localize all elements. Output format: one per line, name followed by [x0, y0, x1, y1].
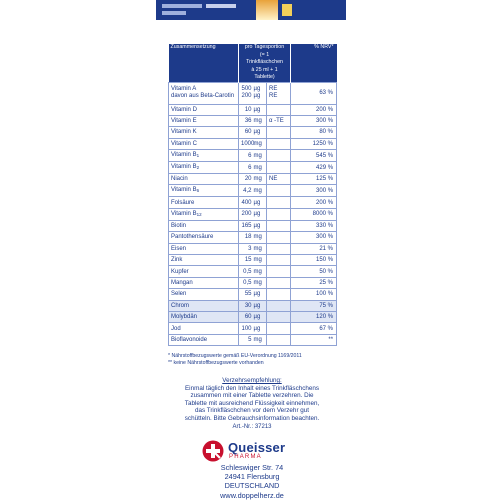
table-row [169, 323, 337, 334]
nrv-value: 21 % [319, 245, 334, 252]
nutrient-unit [253, 232, 267, 243]
nrv-value: 300 % [316, 234, 334, 241]
nrv-value: 80 % [319, 129, 334, 136]
table-row [169, 255, 337, 266]
nutrient-subscript: 12 [196, 211, 202, 217]
header-portion [239, 44, 291, 82]
nutrient-unit [253, 300, 267, 311]
nutrient-amount [239, 150, 253, 162]
nutrient-amount [239, 300, 253, 311]
nutrient-label: Biotin [171, 223, 187, 230]
nutrient-equivalent [267, 334, 291, 345]
nutrient-nrv [291, 197, 337, 208]
article-number: Art.-Nr.: 37213 [232, 424, 272, 430]
nrv-value: 125 % [316, 176, 334, 183]
table-row [169, 82, 337, 104]
amount-value: 5 [248, 336, 252, 343]
amount-value: 0,5 [243, 279, 252, 286]
address-city: 24941 Flensburg [224, 472, 280, 482]
nutrient-nrv [291, 82, 337, 104]
table-row [169, 289, 337, 300]
header-portion-line: (= 1 Trinkfläschchen [246, 51, 283, 65]
unit-value: µg [253, 325, 261, 332]
amount-value: 400 [241, 199, 252, 206]
nutrient-name [169, 82, 239, 104]
nrv-value: 330 % [316, 223, 334, 230]
nutrient-equivalent [267, 255, 291, 266]
usage-title: Verzehrsempfehlung: [222, 377, 282, 384]
unit-value: mg [253, 234, 262, 241]
nutrient-unit [253, 266, 267, 277]
nutrient-equivalent [267, 197, 291, 208]
amount-value: 60 [244, 314, 252, 321]
decorative-text-line [162, 4, 202, 8]
amount-value: 100 [241, 325, 252, 332]
nutrient-equivalent [267, 82, 291, 104]
amount-value: 4,2 [243, 187, 252, 194]
equivalent-value: RE [269, 85, 278, 92]
unit-value: mg [253, 245, 262, 252]
header-portion-line: pro Tagesportion [244, 44, 285, 50]
nutrient-nrv [291, 185, 337, 197]
nrv-value: 1250 % [312, 140, 334, 147]
amount-value: 1000 [241, 140, 255, 147]
unit-value: µg [253, 129, 261, 136]
unit-value: mg [253, 176, 262, 183]
nutrient-label: Chrom [171, 302, 190, 309]
nutrient-amount [239, 334, 253, 345]
nutrient-nrv [291, 127, 337, 138]
nutrient-equivalent [267, 138, 291, 149]
nutrient-name [169, 243, 239, 254]
unit-value: µg [253, 314, 261, 321]
nutrient-name [169, 150, 239, 162]
nutrient-nrv [291, 243, 337, 254]
nutrient-unit [253, 323, 267, 334]
decorative-text-line [162, 11, 186, 15]
usage-line: das Trinkfläschchen vor dem Verzehr gut [194, 407, 310, 415]
nutrient-nrv [291, 289, 337, 300]
table-row [169, 115, 337, 126]
nutrient-label: Vitamin D [171, 106, 197, 113]
usage-line: Einmal täglich den Inhalt eines Trinkfläschchens [184, 384, 320, 392]
nutrient-name [169, 127, 239, 138]
nrv-value: 545 % [316, 152, 334, 159]
nutrient-nrv [291, 208, 337, 220]
equivalent-value: α -TE [269, 118, 284, 125]
unit-value: mg [253, 152, 262, 159]
nutrient-name [169, 311, 239, 322]
table-header-row [169, 44, 337, 82]
unit-value: mg [253, 268, 262, 275]
nrv-value: 67 % [319, 325, 334, 332]
nutrient-equivalent [267, 162, 291, 174]
unit-value: µg [253, 291, 261, 298]
table-row [169, 150, 337, 162]
nutrition-table [168, 44, 337, 346]
website-link[interactable]: www.doppelherz.de [220, 490, 284, 500]
nutrient-amount [239, 197, 253, 208]
nutrient-nrv [291, 115, 337, 126]
nutrient-amount [239, 82, 253, 104]
nutrient-equivalent [267, 220, 291, 231]
nutrient-label: Vitamin E [171, 118, 197, 125]
nutrient-unit [253, 127, 267, 138]
unit-value: mg [253, 140, 262, 147]
nutrient-amount [239, 243, 253, 254]
unit-value: µg [253, 211, 261, 218]
nutrient-unit [253, 208, 267, 220]
footnote-no-reference: ** keine Nährstoffbezugswerte vorhanden [168, 360, 264, 366]
nutrient-unit [253, 289, 267, 300]
table-row [169, 162, 337, 174]
nutrient-nrv [291, 220, 337, 231]
unit-value: µg [253, 199, 261, 206]
brand-subtitle: PHARMA [229, 454, 262, 460]
unit-value: mg [253, 164, 262, 171]
nutrient-nrv [291, 334, 337, 345]
table-row [169, 174, 337, 185]
decorative-text-line [206, 4, 236, 8]
nutrient-label: Kupfer [171, 268, 189, 275]
nutrient-label: Folsäure [171, 199, 195, 206]
header-nrv: % NRV* [291, 44, 337, 82]
nutrient-nrv [291, 174, 337, 185]
nutrient-name [169, 104, 239, 115]
usage-line: zusammen mit einer Tablette verzehren. Die [190, 392, 314, 400]
nutrient-unit [253, 255, 267, 266]
nutrient-equivalent [267, 289, 291, 300]
nutrient-name [169, 334, 239, 345]
nutrient-name [169, 174, 239, 185]
nutrient-unit [253, 185, 267, 197]
nutrient-equivalent [267, 185, 291, 197]
nutrient-name [169, 115, 239, 126]
nrv-value: 100 % [316, 291, 334, 298]
nutrient-nrv [291, 162, 337, 174]
nutrient-amount [239, 162, 253, 174]
amount-value-secondary: 200 [241, 93, 252, 99]
nutrient-unit [253, 115, 267, 126]
nutrient-name [169, 162, 239, 174]
nrv-value: 300 % [316, 118, 334, 125]
table-body [169, 82, 337, 346]
unit-value: µg [253, 85, 261, 92]
table-row [169, 243, 337, 254]
nutrient-label: Jod [171, 325, 181, 332]
nutrient-unit [253, 311, 267, 322]
nutrient-name [169, 220, 239, 231]
unit-value: mg [253, 118, 262, 125]
nrv-value: ** [328, 336, 334, 343]
nrv-value: 50 % [319, 268, 334, 275]
unit-value: µg [253, 223, 261, 230]
nutrient-label: Zink [171, 257, 183, 264]
nutrient-nrv [291, 255, 337, 266]
nutrient-nrv [291, 300, 337, 311]
nutrient-label: Pantothensäure [171, 234, 214, 241]
amount-value: 200 [241, 211, 252, 218]
nutrient-name [169, 289, 239, 300]
usage-recommendation [168, 377, 336, 423]
table-row [169, 232, 337, 243]
amount-value: 6 [248, 164, 252, 171]
nutrient-nrv [291, 150, 337, 162]
company-address [168, 463, 336, 500]
nutrient-subscript: 6 [196, 188, 200, 194]
unit-value: mg [253, 257, 262, 264]
unit-value: mg [253, 187, 262, 194]
amount-value: 165 [241, 223, 252, 230]
nutrient-equivalent [267, 300, 291, 311]
unit-value: µg [253, 106, 261, 113]
nutrient-unit [253, 138, 267, 149]
nutrient-amount [239, 232, 253, 243]
nutrient-equivalent [267, 115, 291, 126]
nutrient-name [169, 277, 239, 288]
nutrient-name [169, 197, 239, 208]
nutrient-label: Vitamin B [171, 210, 197, 217]
brand-name: Queisser [228, 440, 286, 455]
amount-value: 36 [244, 118, 252, 125]
nutrient-equivalent [267, 232, 291, 243]
nutrient-amount [239, 266, 253, 277]
nutrient-label: Vitamin A [171, 85, 197, 92]
nutrient-equivalent [267, 127, 291, 138]
nutrient-unit [253, 243, 267, 254]
amount-value: 20 [244, 176, 252, 183]
product-image [282, 4, 292, 16]
nutrient-equivalent [267, 266, 291, 277]
nutrient-label-secondary: davon aus Beta-Carotin [171, 93, 235, 99]
nutrient-label: Vitamin B [171, 164, 197, 171]
brand-logo [202, 439, 322, 463]
nutrient-nrv [291, 266, 337, 277]
nutrient-label: Molybdän [171, 314, 198, 321]
nrv-value: 63 % [319, 90, 334, 96]
nutrient-unit [253, 82, 267, 104]
nutrient-equivalent [267, 323, 291, 334]
address-street: Schleswiger Str. 74 [220, 463, 284, 472]
table-row [169, 220, 337, 231]
nutrient-unit [253, 334, 267, 345]
nutrient-name [169, 266, 239, 277]
table-row [169, 185, 337, 197]
footnotes [168, 353, 336, 367]
amount-value: 500 [241, 85, 252, 92]
nutrient-label: Selen [171, 291, 187, 298]
amount-value: 15 [244, 257, 252, 264]
nutrient-label: Mangan [171, 279, 193, 286]
nrv-value: 300 % [316, 187, 334, 194]
equivalent-value-secondary: RE [269, 93, 278, 99]
nrv-value: 8000 % [312, 211, 334, 218]
nutrient-nrv [291, 232, 337, 243]
nrv-value: 429 % [316, 164, 334, 171]
nutrient-label: Bioflavonoide [171, 336, 208, 343]
nutrient-amount [239, 277, 253, 288]
nutrient-label: Vitamin C [171, 140, 197, 147]
unit-value-secondary: µg [253, 93, 261, 99]
table-row [169, 300, 337, 311]
usage-line: Tablette mit ausreichend Flüssigkeit einnehmen, [184, 399, 320, 407]
nutrient-equivalent [267, 208, 291, 220]
unit-value: mg [253, 279, 262, 286]
nutrient-amount [239, 138, 253, 149]
table-row [169, 138, 337, 149]
usage-line: schütteln. Bitte Gebrauchsinformation beachten. [184, 414, 320, 422]
nutrient-amount [239, 127, 253, 138]
nutrient-amount [239, 208, 253, 220]
amount-value: 10 [244, 106, 252, 113]
nutrient-label: Vitamin K [171, 129, 197, 136]
nutrient-subscript: 1 [196, 153, 200, 159]
nutrient-nrv [291, 277, 337, 288]
nutrient-name [169, 138, 239, 149]
nutrient-unit [253, 150, 267, 162]
nutrient-equivalent [267, 277, 291, 288]
amount-value: 60 [244, 129, 252, 136]
nutrient-name [169, 185, 239, 197]
nutrient-name [169, 255, 239, 266]
nutrient-label: Vitamin B [171, 187, 197, 194]
nutrient-equivalent [267, 104, 291, 115]
unit-value: µg [253, 302, 261, 309]
nutrient-label: Niacin [171, 176, 188, 183]
table-row [169, 266, 337, 277]
nutrient-amount [239, 289, 253, 300]
nutrient-name [169, 232, 239, 243]
package-top-strip [156, 0, 346, 20]
nrv-value: 200 % [316, 199, 334, 206]
amount-value: 3 [248, 245, 252, 252]
nutrient-name [169, 208, 239, 220]
amount-value: 55 [244, 291, 252, 298]
nrv-value: 200 % [316, 106, 334, 113]
address-country: DEUTSCHLAND [224, 481, 280, 491]
nutrient-subscript: 2 [196, 165, 200, 171]
nutrient-label: Eisen [171, 245, 187, 252]
unit-value: mg [253, 336, 262, 343]
nutrient-equivalent [267, 174, 291, 185]
amount-value: 18 [244, 234, 252, 241]
nutrient-amount [239, 255, 253, 266]
table-row [169, 104, 337, 115]
queisser-logo-icon [202, 440, 224, 462]
equivalent-value: NE [269, 176, 278, 183]
nrv-value: 120 % [316, 314, 334, 321]
nutrient-nrv [291, 311, 337, 322]
table-row [169, 208, 337, 220]
table-row [169, 334, 337, 345]
amount-value: 30 [244, 302, 252, 309]
nutrient-nrv [291, 138, 337, 149]
nutrient-amount [239, 220, 253, 231]
nutrient-amount [239, 115, 253, 126]
table-row [169, 277, 337, 288]
nutrient-unit [253, 277, 267, 288]
nutrient-unit [253, 174, 267, 185]
nutrient-unit [253, 197, 267, 208]
nutrient-nrv [291, 104, 337, 115]
nutrient-unit [253, 220, 267, 231]
nutrient-amount [239, 311, 253, 322]
nutrient-equivalent [267, 150, 291, 162]
nutrient-name [169, 300, 239, 311]
nrv-value: 150 % [316, 257, 334, 264]
nrv-value: 75 % [319, 302, 334, 309]
nutrient-amount [239, 104, 253, 115]
nutrient-nrv [291, 323, 337, 334]
amount-value: 6 [248, 152, 252, 159]
header-composition: Zusammensetzung [169, 44, 239, 82]
nutrient-amount [239, 323, 253, 334]
nutrient-name [169, 323, 239, 334]
product-image [256, 0, 278, 20]
nutrient-equivalent [267, 311, 291, 322]
nutrient-amount [239, 174, 253, 185]
amount-value: 0,5 [243, 268, 252, 275]
nrv-value: 25 % [319, 279, 334, 286]
nutrient-equivalent [267, 243, 291, 254]
package-back-panel [168, 20, 336, 500]
nutrient-label: Vitamin B [171, 152, 197, 159]
nutrient-amount [239, 185, 253, 197]
nutrient-unit [253, 162, 267, 174]
header-portion-line: à 25 ml + 1 Tablette) [251, 66, 278, 80]
table-row [169, 197, 337, 208]
nutrient-unit [253, 104, 267, 115]
table-row [169, 311, 337, 322]
footnote-nrv: * Nährstoffbezugswerte gemäß EU-Verordnung 1169/2011 [168, 353, 302, 359]
table-row [169, 127, 337, 138]
